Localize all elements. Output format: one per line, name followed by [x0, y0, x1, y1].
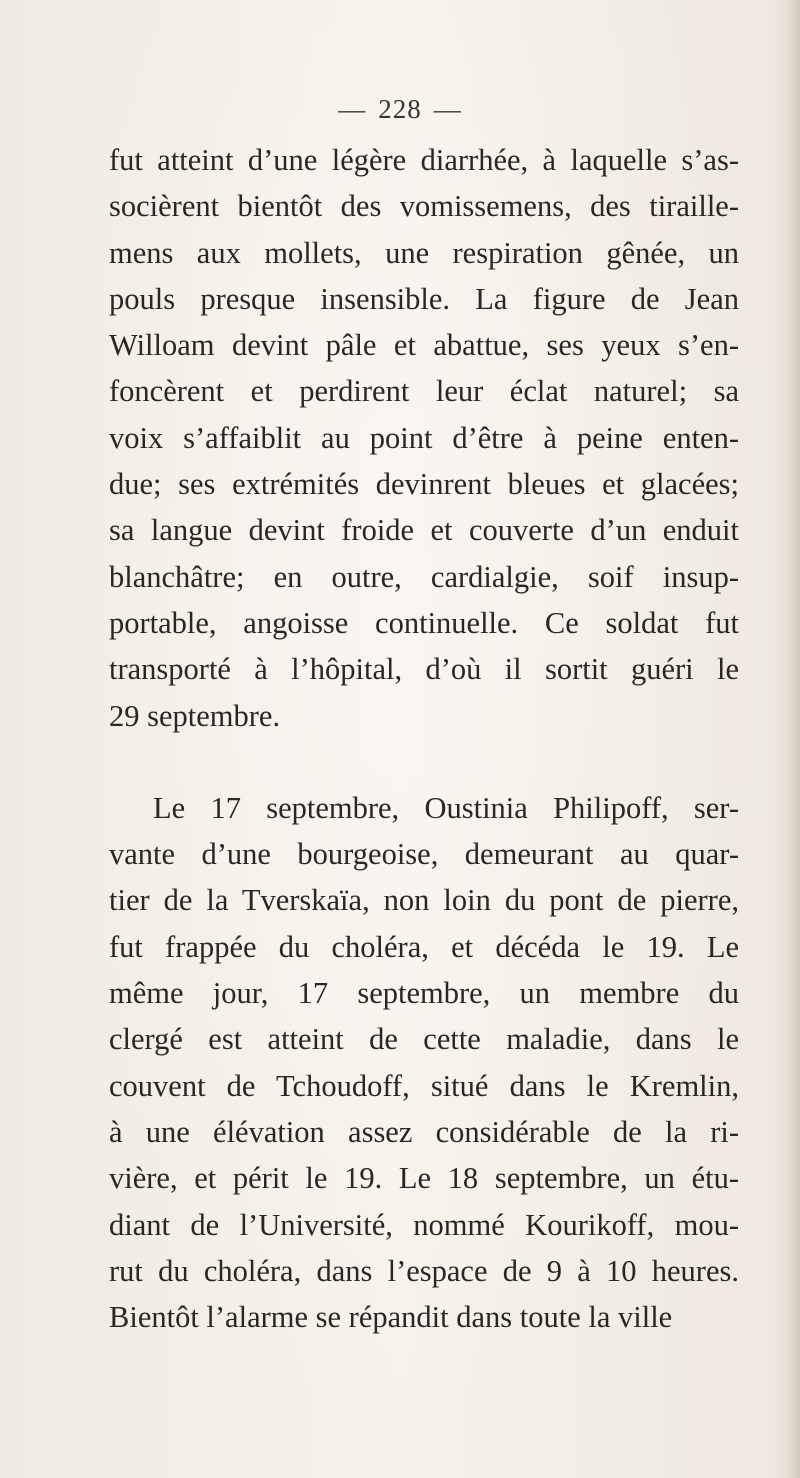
header-dash-left: — — [338, 94, 367, 124]
text-line: Le 17 septembre, Oustinia Philipoff, ser- — [153, 790, 739, 825]
text-line: vière, et périt le 19. Le 18 septembre, un étu- — [109, 1161, 739, 1196]
paragraph-spacer — [109, 739, 739, 785]
text-line: portable, angoisse continuelle. Ce soldat fut — [109, 605, 739, 640]
text-line: à une élévation assez considérable de la ri- — [109, 1114, 739, 1149]
text-line: couvent de Tchoudoff, situé dans le Kremlin, — [109, 1068, 739, 1103]
header-dash-right: — — [433, 94, 462, 124]
text-line: Willoam devint pâle et abattue, ses yeux s’en- — [109, 328, 739, 363]
text-line: blanchâtre; en outre, cardialgie, soif insup- — [109, 559, 739, 594]
text-line: transporté à l’hôpital, d’où il sortit guéri le — [109, 652, 739, 687]
body-text — [109, 137, 739, 1340]
text-line: tier de la Tverskaïa, non loin du pont de pierre, — [109, 883, 739, 918]
text-line: Bientôt l’alarme se répandit dans toute la ville — [109, 1300, 673, 1335]
text-line: sa langue devint froide et couverte d’un enduit — [109, 513, 739, 548]
page-number: 228 — [378, 94, 422, 124]
text-line: pouls presque insensible. La figure de Jean — [109, 281, 739, 316]
text-line: même jour, 17 septembre, un membre du — [109, 976, 739, 1011]
text-line: mens aux mollets, une respiration gênée, un — [109, 235, 739, 270]
text-line: fut frappée du choléra, et décéda le 19. Le — [109, 929, 739, 964]
text-line: socièrent bientôt des vomissemens, des tiraille- — [109, 189, 739, 224]
text-line: vante d’une bourgeoise, demeurant au quar- — [109, 837, 739, 872]
text-line: rut du choléra, dans l’espace de 9 à 10 heures. — [109, 1253, 739, 1288]
text-line: 29 septembre. — [109, 698, 281, 733]
text-line: due; ses extrémités devinrent bleues et glacées; — [109, 467, 739, 502]
page-header — [0, 94, 800, 125]
text-line: diant de l’Université, nommé Kourikoff, mou- — [109, 1207, 739, 1242]
text-line: fut atteint d’une légère diarrhée, à laquelle s’as- — [109, 143, 739, 177]
paragraph-1 — [109, 137, 739, 739]
text-line: voix s’affaiblit au point d’être à peine enten- — [109, 420, 739, 455]
text-line: clergé est atteint de cette maladie, dans le — [109, 1022, 739, 1057]
paragraph-2 — [109, 785, 739, 1341]
page-gutter-shadow — [774, 0, 800, 1478]
text-line: foncèrent et perdirent leur éclat naturel; sa — [109, 374, 739, 409]
